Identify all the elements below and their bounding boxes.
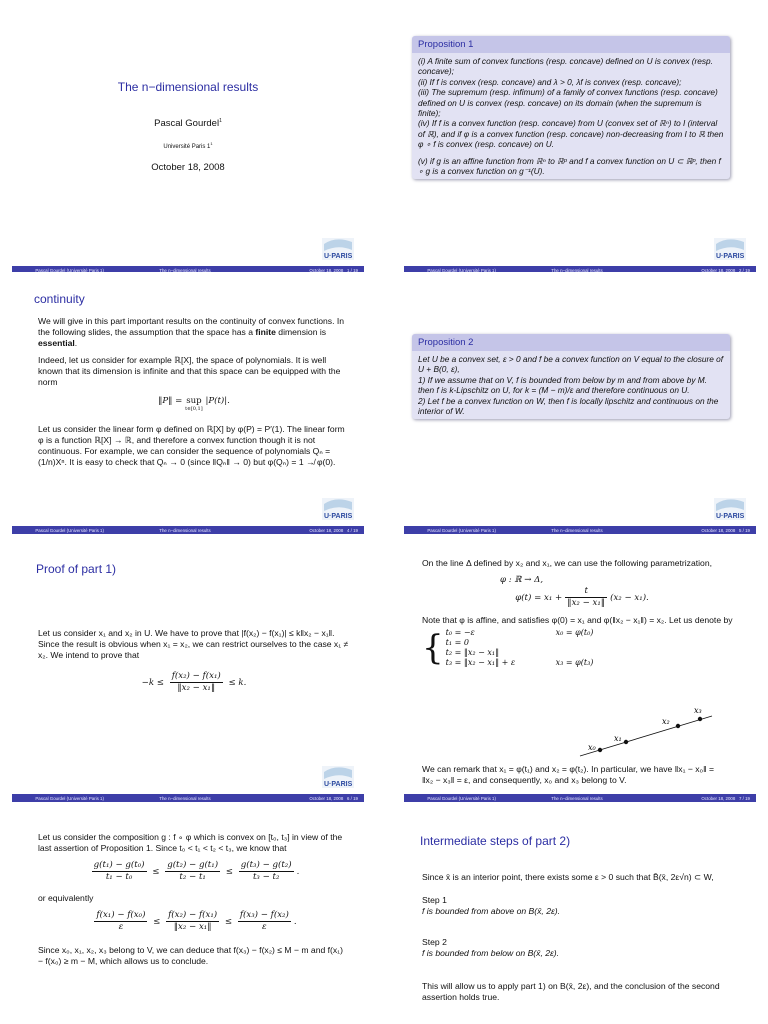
points-on-line xyxy=(574,702,714,762)
slide-8 xyxy=(12,806,364,1024)
slope-inequality-g: $\frac{\text{g(t₁) − g(t₀)}}{\text{t₁ − t₀}}$ ≤ $\frac{\text{g(t₂) − g(t₁)}}{\text{t₂ − t₁}}$ ≤ $\frac{\text{g(t₃) − g(t₂)}}{\text{t₃ − t₂}}$ . xyxy=(93,860,300,882)
norm-equation: ‖P‖ = sup t∈[0,1] |P(t)|. xyxy=(158,396,230,412)
university-logo-icon xyxy=(322,498,354,520)
university-logo-icon xyxy=(714,498,746,520)
slide-1 xyxy=(12,12,364,274)
point-x2 xyxy=(676,724,680,728)
footer-bar: Pascal Gourdel (Université Paris 1) The n−dimensional results October 18, 2008 6 / 19 xyxy=(12,794,364,802)
footer-bar: Pascal Gourdel (Université Paris 1) The n−dimensional results October 18, 2008 1 / 19 xyxy=(12,266,364,274)
frame-body: Let us consider x₁ and x₂ in U. We have to prove that |f(x₂) − f(x₁)| ≤ k‖x₂ − x₁‖. Since the result is obvious when x₁ = x₂, we can restrict ourselves to the case x₁ ≠ x₂. We intend to prove that −k ≤ $\frac{\text{f(x₂) − f(x₁)}}{\text{‖x₂ − x₁‖}}$ ≤ k. xyxy=(38,628,349,693)
author: Pascal Gourdel$^1$ xyxy=(154,118,222,130)
slide-4 xyxy=(12,272,364,534)
svg-text:U·PARIS: U·PARIS xyxy=(716,513,745,520)
item-iii: (iii) The supremum (resp. infimum) of a family of convex functions (resp. concave) defined on U is convex (resp. concave) on its domain (when the supremum is finite); xyxy=(418,87,718,119)
footer-bar: Pascal Gourdel (Université Paris 1) The n−dimensional results October 18, 2008 5 / 19 xyxy=(404,526,756,534)
slide-5 xyxy=(404,272,756,534)
label-x3: x₃ xyxy=(694,706,702,715)
frame-title: Proof of part 1) xyxy=(36,562,117,576)
param-equation: φ : ℝ → Δ, φ(t) = x₁ + $\frac{t}{\text{‖x₂ − x₁‖}}$ (x₂ − x₁). xyxy=(500,575,649,608)
frame-title: continuity xyxy=(34,292,85,306)
label-x1: x₁ xyxy=(614,734,622,743)
slope-inequality-f: $\frac{\text{f(x₁) − f(x₀)}}{\varepsilon}$ ≤ $\frac{\text{f(x₂) − f(x₁)}}{\text{‖x₂ − x₁‖}}$ ≤ $\frac{\text{f(x₃) − f(x₂)}}{\varepsilon}$ . xyxy=(96,910,297,932)
label-x2: x₂ xyxy=(662,717,670,726)
date: October 18, 2008 xyxy=(151,162,225,173)
proposition-2-block: Proposition 2 Let U be a convex set, ε > 0 and f be a convex function on V equal to the closure of U + B(0, ε), 1) If we assume that on V, f is bounded from below by m and from above by M. then f is k-Lipschitz on U, for k = (M − m)/ε and therefore continuous on U. 2) Let f be a convex function on W, then f is locally lipschitz and continuous on the interior of W. xyxy=(412,334,730,419)
item-i: (i) A finite sum of convex functions (resp. concave) defined on U is convex (resp. concave); xyxy=(418,56,713,77)
point-x3 xyxy=(698,717,702,721)
university-logo-icon xyxy=(322,238,354,260)
footer-bar: Pascal Gourdel (Université Paris 1) The n−dimensional results October 18, 2008 2 / 19 xyxy=(404,266,756,274)
affiliation: Université Paris $1^1$ xyxy=(163,141,213,150)
block-title: Proposition 1 xyxy=(412,36,730,53)
item-v: (v) if g is an affine function from ℝⁿ to ℝᵖ and f a convex function on U ⊂ ℝᵖ, then f ∘ g is a convex function on g⁻¹(U). xyxy=(418,155,721,177)
svg-text:U·PARIS: U·PARIS xyxy=(324,513,353,520)
frame-body: Let us consider the composition g : f ∘ φ which is convex on [t₀, t₃] in view of the last assertion of Proposition 1. Since t₀ < t₁ < t₂ < t₃, we know that $\frac{\text{g(t₁) − g(t₀)}}{\text{t₁ − t₀}}$ ≤ $\frac{\text{g(t₂) − g(t₁)}}{\text{t₂ − t₁}}$ ≤ $\frac{\text{g(t₃) − g(t₂)}}{\text{t₃ − t₂}}$ . or equivalently $\frac{\text{f(x₁) − f(x₀)}}{\varepsilon}$ ≤ $\frac{\text{f(x₂) − f(x₁)}}{\text{‖x₂ − x₁‖}}$ ≤ $\frac{\text{f(x₃) − f(x₂)}}{\varepsilon}$ . Since x₀, x₁, x₂, x₃ belong to V, we can deduce that f(x₃) − f(x₂) ≤ M − m and f(x₁) − f(x₀) ≥ m − M, which allows us to conclude. xyxy=(38,832,350,973)
svg-text:U·PARIS: U·PARIS xyxy=(324,781,353,788)
slide-9 xyxy=(404,806,756,1024)
frame-title: Intermediate steps of part 2) xyxy=(420,834,571,848)
slide-2 xyxy=(404,12,756,274)
slide-7 xyxy=(404,540,756,802)
block-title: Proposition 2 xyxy=(412,334,730,351)
item-iv: (iv) If f is a convex function (resp. concave) from U (convex set of ℝⁿ) to I (interval of ℝ), and if φ is a convex function (resp. concave) non-decreasing from I to ℝ then φ ∘ f is convex (resp. concave) on U. xyxy=(418,118,724,150)
proposition-1-block xyxy=(412,36,730,179)
frame-body: On the line Δ defined by x₂ and x₁, we can use the following parametrization, φ : ℝ → Δ, φ(t) = x₁ + $\frac{t}{\text{‖x₂ − x₁‖}}$ (x₂ − x₁). Note that φ is affine, and satisfies φ(0) = x₁ and φ(‖x₂ − x₁‖) = x₂. Let us denote by { t₀ = −ε t₁ = 0 t₂ = ‖x₂ − x₁‖ t₃ = ‖x₂ − x₁‖ + ε x₀ = φ(t₀) x₃ = φ(t₃) xyxy=(422,558,742,668)
point-x1 xyxy=(624,740,628,744)
item-ii: (ii) If f is convex (resp. concave) and λ > 0, λf is convex (resp. concave); xyxy=(418,76,682,87)
t-system: { t₀ = −ε t₁ = 0 t₂ = ‖x₂ − x₁‖ t₃ = ‖x₂ − x₁‖ + ε x₀ = φ(t₀) x₃ = φ(t₃) xyxy=(422,628,594,668)
remark-text: We can remark that x₁ = φ(t₁) and x₂ = φ(t₂). In particular, we have ‖x₁ − x₀‖ = ‖x₂ − x₃‖ = ε, and consequently, x₀ and x₃ belong to V. xyxy=(422,764,715,785)
svg-text:U·PARIS: U·PARIS xyxy=(324,253,353,260)
frame-body: Since x̄ is an interior point, there exists some ε > 0 such that B̄(x̄, 2ε√n) ⊂ W, Step 1 f is bounded from above on B(x̄, 2ε). Step 2 f is bounded from below on B(x̄, 2ε). This will allow us to apply part 1) on B(x̄, 2ε), and the conclusion of the second assertion holds true. xyxy=(422,872,720,1002)
label-x0: x₀ xyxy=(588,743,596,752)
svg-text:U·PARIS: U·PARIS xyxy=(716,253,745,260)
footer-bar: Pascal Gourdel (Université Paris 1) The n−dimensional results October 18, 2008 4 / 19 xyxy=(12,526,364,534)
bound-equation: −k ≤ $\frac{\text{f(x₂) − f(x₁)}}{\text{‖x₂ − x₁‖}}$ ≤ k. xyxy=(141,671,247,693)
university-logo-icon xyxy=(714,238,746,260)
slide-title: The n−dimensional results xyxy=(117,80,259,94)
slide-6 xyxy=(12,540,364,802)
footer-bar: Pascal Gourdel (Université Paris 1) The n−dimensional results October 18, 2008 7 / 19 xyxy=(404,794,756,802)
university-logo-icon xyxy=(322,766,354,788)
point-x0 xyxy=(598,748,602,752)
frame-body: We will give in this part important results on the continuity of convex functions. In the following slides, the assumption that the space has a finite dimension is essential. Indeed, let us consider for example ℝ[X], the space of polynomials. It is well known that its dimension is infinite and that this space can be equipped with the norm ‖P‖ = sup t∈[0,1] |P(t)|. Let us consider the linear form φ defined on ℝ[X] by φ(P) = P′(1). The linear form φ is a function ℝ[X] → ℝ, and therefore a convex function though it is not continuous. For example, we can consider the sequence of polynomials Qₙ = (1/n)Xⁿ. It is easy to check that Qₙ → 0 (since ‖Qₙ‖ → 0) but φ(Qₙ) = 1 ↛ φ(0). xyxy=(38,316,350,474)
